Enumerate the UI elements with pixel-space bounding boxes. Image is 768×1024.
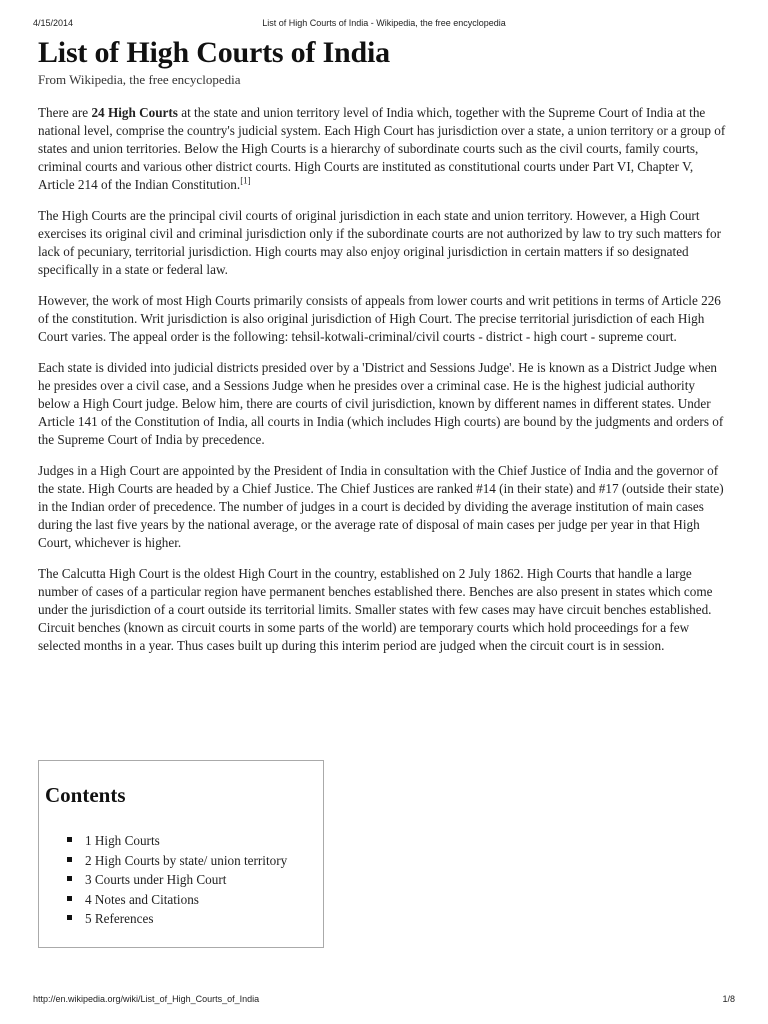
print-page-number: 1/8 (722, 994, 735, 1004)
print-date: 4/15/2014 (33, 18, 74, 28)
table-of-contents (38, 760, 324, 948)
paragraph-districts: Each state is divided into judicial districts presided over by a 'District and Sessions Judge'. He is known as a District Judge when he presides over a civil case, and a Sessions Judge when he presides over a criminal case. He is the highest judicial authority below a High Court judge. Below him, there are courts of civil jurisdiction, known by different names in different states. Under Article 141 of the Constitution of India, all courts in India (which includes High courts) are bound by the judgments and orders of the Supreme Court of India by precedence. (38, 360, 724, 447)
article-body (38, 104, 730, 668)
intro-text-rest: at the state and union territory level of India which, together with the Supreme Court of India at the national level, comprise the country's judicial system. Each High Court has jurisdiction over a state, a union territory or a group of states and union territories. Below the High Courts is a hierarchy of subordinate courts such as the civil courts, family courts, criminal courts and various other district courts. High Courts are instituted as constitutional courts under Part VI, Chapter V, Article 214 of the Indian Constitution. (38, 105, 726, 192)
paragraph-jurisdiction: The High Courts are the principal civil courts of original jurisdiction in each state and union territory. However, a High Court exercises its original civil and criminal jurisdiction only if the subordinate courts are not authorized by law to try such matters for lack of pecuniary, territorial jurisdiction. High courts may also enjoy original jurisdiction in certain matters if so designated specifically in a state or federal law. (38, 208, 722, 277)
print-url: http://en.wikipedia.org/wiki/List_of_High_Courts_of_India (33, 994, 260, 1004)
citation-link[interactable]: [1] (240, 175, 251, 186)
toc-list (67, 831, 287, 929)
print-page-title: List of High Courts of India - Wikipedia, the free encyclopedia (262, 18, 506, 28)
print-footer (0, 994, 768, 1006)
toc-item-notes[interactable]: 4 Notes and Citations (67, 890, 287, 910)
paragraph-judges: Judges in a High Court are appointed by the President of India in consultation with the Chief Justice of India and the governor of the state. High Courts are headed by a Chief Justice. The Chief Justices are ranked #14 (in their state) and #17 (outside their state) in the Indian order of precedence. The number of judges in a court is decided by dividing the average institution of main cases during the last five years by the national average, or the average rate of disposal of main cases per judge per year in that High Court, whichever is higher. (38, 463, 724, 550)
toc-item-by-state[interactable]: 2 High Courts by state/ union territory (67, 851, 287, 871)
paragraph-benches: The Calcutta High Court is the oldest High Court in the country, established on 2 July 1862. High Courts that handle a large number of cases of a particular region have permanent benches established there. Benches are also present in states which come under the jurisdiction of a court outside its territorial limits. Smaller states with few cases may have circuit benches established. Circuit benches (known as circuit courts in some parts of the world) are temporary courts which hold proceedings for a few selected months in a year. Thus cases built up during this interim period are judged when the circuit court is in session. (38, 566, 713, 653)
paragraph-appeals: However, the work of most High Courts primarily consists of appeals from lower courts and writ petitions in terms of Article 226 of the constitution. Writ jurisdiction is also original jurisdiction of High Court. The precise territorial jurisdiction of each High Court varies. The appeal order is the following: tehsil-kotwali-criminal/civil courts - district - high court - supreme court. (38, 293, 721, 344)
page-title: List of High Courts of India (38, 36, 390, 69)
toc-item-courts-under[interactable]: 3 Courts under High Court (67, 870, 287, 890)
toc-item-references[interactable]: 5 References (67, 909, 287, 929)
intro-text-start: There are (38, 105, 92, 120)
toc-title: Contents (45, 783, 126, 807)
print-header (0, 18, 768, 30)
article-subtitle: From Wikipedia, the free encyclopedia (38, 72, 241, 87)
paragraph-intro (38, 104, 730, 194)
intro-bold-count: 24 High Courts (91, 105, 178, 120)
toc-item-high-courts[interactable]: 1 High Courts (67, 831, 287, 851)
